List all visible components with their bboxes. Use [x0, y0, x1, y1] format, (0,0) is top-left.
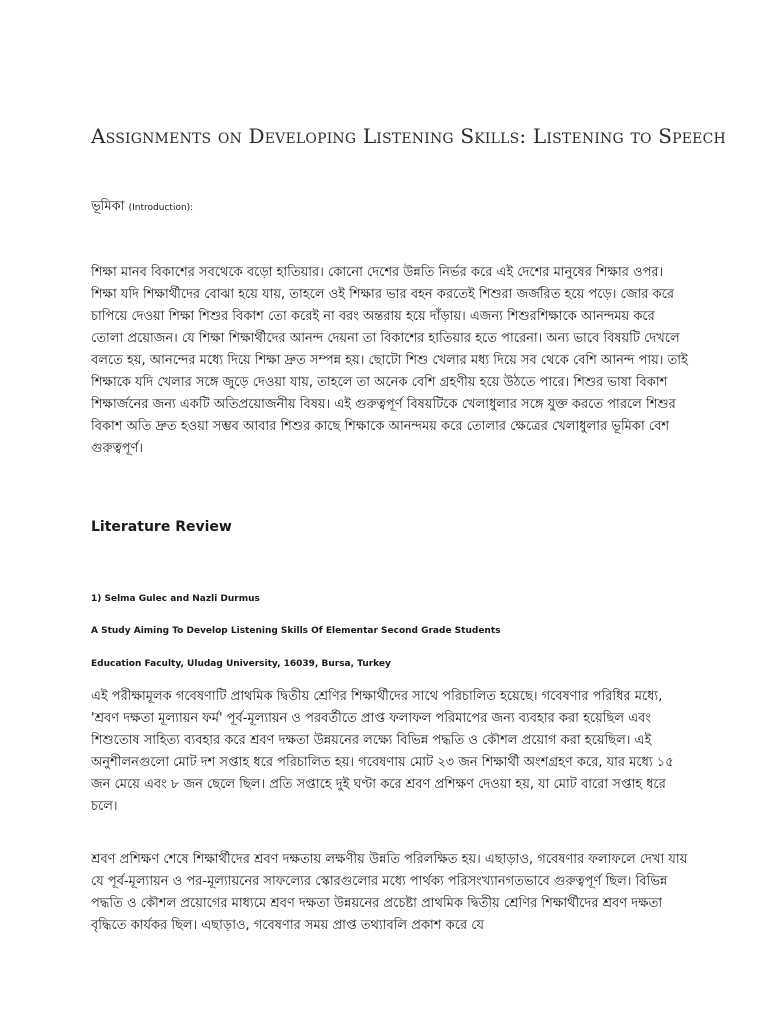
- literature-paragraph-2: শ্রবণ প্রশিক্ষণ শেষে শিক্ষার্থীদের শ্রবণ দক্ষতায় লক্ষণীয় উন্নতি পরিলক্ষিত হয়। এছাড়াও, গবেষণার ফলাফলে দেখা যায় যে পূর্ব-মূল্যায়ন ও পর-মূল্যায়নের সাফল্যের স্কোরগুলোর মধ্যে পার্থক্য পরিসংখ্যানগতভাবে গুরুত্বপূর্ণ ছিল। বিভিন্ন পদ্ধতি ও কৌশল প্রয়োগের মাধ্যমে শ্রবণ দক্ষতা উন্নয়নের প্রচেষ্টা প্রাথমিক দ্বিতীয় শ্রেণির শিক্ষার্থীদের শ্রবণ দক্ষতা বৃদ্ধিতে কার্যকর ছিল। এছাড়াও, গবেষণার সময় প্রাপ্ত তথ্যাবলি প্রকাশ করে যে: [91, 852, 688, 933]
- introduction-heading: [91, 197, 193, 218]
- introduction-paragraph: শিক্ষা মানব বিকাশের সবথেকে বড়ো হাতিয়ার। কোনো দেশের উন্নতি নির্ভর করে এই দেশের মানুষের শিক্ষার ওপর। শিক্ষা যদি শিক্ষার্থীদের বোঝা হয়ে যায়, তাহলে ওই শিক্ষার ভার বহন করতেই শিশুরা জর্জরিত হয়ে পড়ে। জোর করে চাপিয়ে দেওয়া শিক্ষা শিশুর বিকাশ তো করেই না বরং অন্তরায় হয়ে দাঁড়ায়। এজন্য শিশুরশিক্ষাকে আনন্দময় করে তোলা প্রয়োজন। যে শিক্ষা শিক্ষার্থীদের আনন্দ দেয়না তা বিকাশের হাতিয়ার হতে পারেনা। অন্য ভাবে বিষয়টি দেখলে বলতে হয়, আনন্দের মধ্যে দিয়ে শিক্ষা দ্রুত সম্পন্ন হয়। ছোটো শিশু খেলার মধ্য দিয়ে সব থেকে বেশি আনন্দ পায়। তাই শিক্ষাকে যদি খেলার সঙ্গে জুড়ে দেওয়া যায়, তাহলে তা অনেক বেশি গ্রহণীয় হয়ে উঠতে পারে। শিশুর ভাষা বিকাশ শিক্ষার্জনের জন্য একটি অতিপ্রয়োজনীয় বিষয়। এই গুরুত্বপূর্ণ বিষয়টিকে খেলাধুলার সঙ্গে যুক্ত করতে পারলে শিশুর বিকাশ অতি দ্রুত হওয়া সম্ভব আবার শিশুর কাছে শিক্ষাকে আনন্দময় করে তোলার ক্ষেত্রের খেলাধুলার ভূমিকা বেশ গুরুত্বপূর্ণ।: [91, 265, 688, 456]
- introduction-heading-en: (Introduction):: [128, 203, 194, 213]
- reference-authors: 1) Selma Gulec and Nazli Durmus: [91, 594, 260, 604]
- literature-paragraph-1: এই পরীক্ষামূলক গবেষণাটি প্রাথমিক দ্বিতীয় শ্রেণির শিক্ষার্থীদের সাথে পরিচালিত হয়েছে। গবেষণার পরিধির মধ্যে, 'শ্রবণ দক্ষতা মূল্যায়ন ফর্ম' পূর্ব-মূল্যায়ন ও পরবর্তীতে প্রাপ্ত ফলাফল পরিমাপের জন্য ব্যবহার করা হয়েছিল এবং শিশুতোষ সাহিত্য ব্যবহার করে শ্রবণ দক্ষতা উন্নয়নের লক্ষ্যে বিভিন্ন পদ্ধতি ও কৌশল প্রয়োগ করা হয়েছিল। এই অনুশীলনগুলো মোট দশ সপ্তাহ ধরে পরিচালিত হয়। গবেষণায় মোট ২৩ জন শিক্ষার্থী অংশগ্রহণ করে, যার মধ্যে ১৫ জন মেয়ে এবং ৮ জন ছেলে ছিল। প্রতি সপ্তাহে দুই ঘণ্টা করে শ্রবণ প্রশিক্ষণ দেওয়া হয়, যা মোট বারো সপ্তাহ ধরে চলে।: [91, 689, 674, 814]
- document-title: Assignments on Developing Listening Skills: Listening to Speech: [91, 124, 726, 148]
- reference-study-title: A Study Aiming To Develop Listening Skills Of Elementar Second Grade Students: [91, 626, 501, 636]
- reference-affiliation: Education Faculty, Uludag University, 16039, Bursa, Turkey: [91, 659, 391, 669]
- literature-review-heading: Literature Review: [91, 519, 232, 535]
- introduction-heading-bn: ভূমিকা: [91, 199, 125, 214]
